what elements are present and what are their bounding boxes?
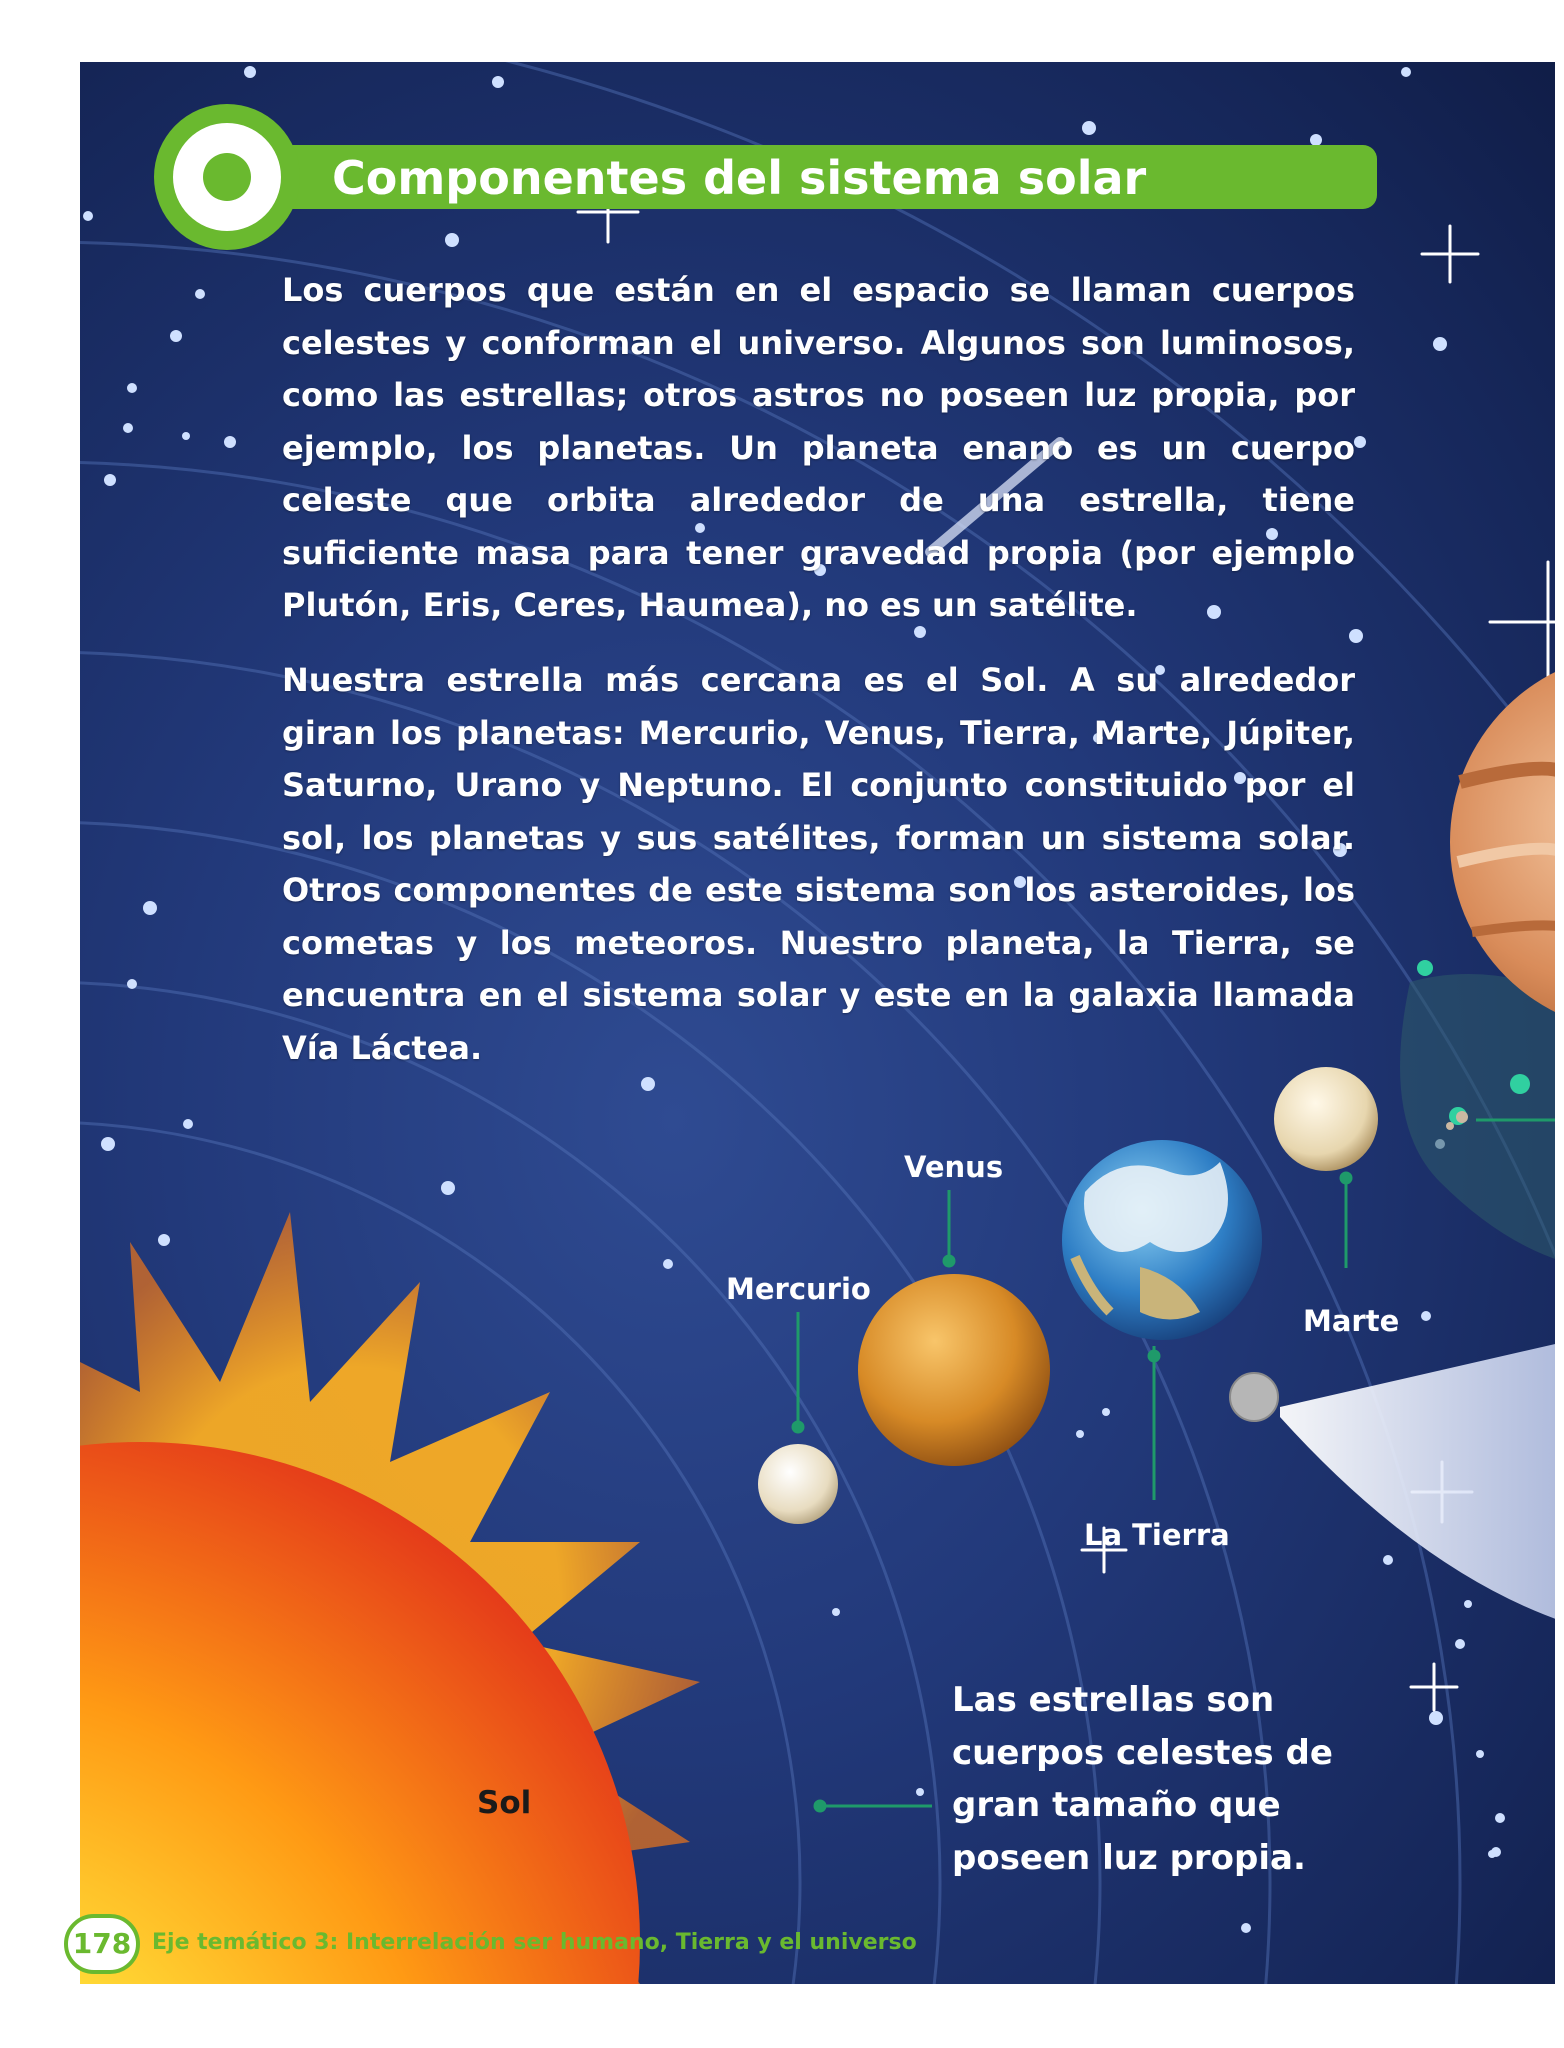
magnify-beam [1280,1342,1564,1622]
title-badge-dot-icon [203,153,251,201]
label-la-tierra: La Tierra [1084,1518,1230,1552]
nebula [1400,974,1564,1262]
stars-note: Las estrellas son cuerpos celestes de gran tamaño que poseen luz propia. [952,1680,1333,1878]
mars-planet [1274,1067,1378,1171]
venus-planet [858,1274,1050,1466]
paragraph-solar-system: Nuestra estrella más cercana es el Sol. A su alrededor giran los planetas: Mercurio, Venus, Tierra, Marte, Júpiter, Saturno, Urano y Neptuno. El conjunto constituido por el sol, los planetas y sus satélites, forman un sistema solar. Otros componentes de este sistema son los asteroides, los cometas y los meteoros. Nuestro planeta, la Tierra, se encuentra en el sistema solar y este en la galaxia llamada Vía Láctea. [282,661,1355,1067]
page-title: Componentes del sistema solar [332,151,1147,205]
label-sol: Sol [477,1785,532,1821]
page-edge [1555,0,1564,2048]
earth-planet [1062,1140,1262,1340]
label-mercurio: Mercurio [726,1272,871,1306]
footer-section-title: Eje temático 3: Interrelación ser humano, Tierra y el universo [152,1930,917,1955]
label-marte: Marte [1303,1304,1400,1338]
page-number: 178 [64,1914,140,1974]
paragraph-celestial-bodies: Los cuerpos que están en el espacio se llaman cuerpos celestes y conforman el universo. Algunos son luminosos, como las estrellas; otros astros no poseen luz propia, por ejemplo, los planetas. Un planeta enano es un cuerpo celeste que orbita alrededor de una estrella, tiene suficiente masa para tener gravedad propia (por ejemplo Plutón, Eris, Ceres, Haumea), no es un satélite. [282,271,1355,624]
moon [1230,1373,1278,1421]
label-venus: Venus [904,1150,1004,1184]
mercury-planet [758,1444,838,1524]
sun-body [80,1442,640,1984]
